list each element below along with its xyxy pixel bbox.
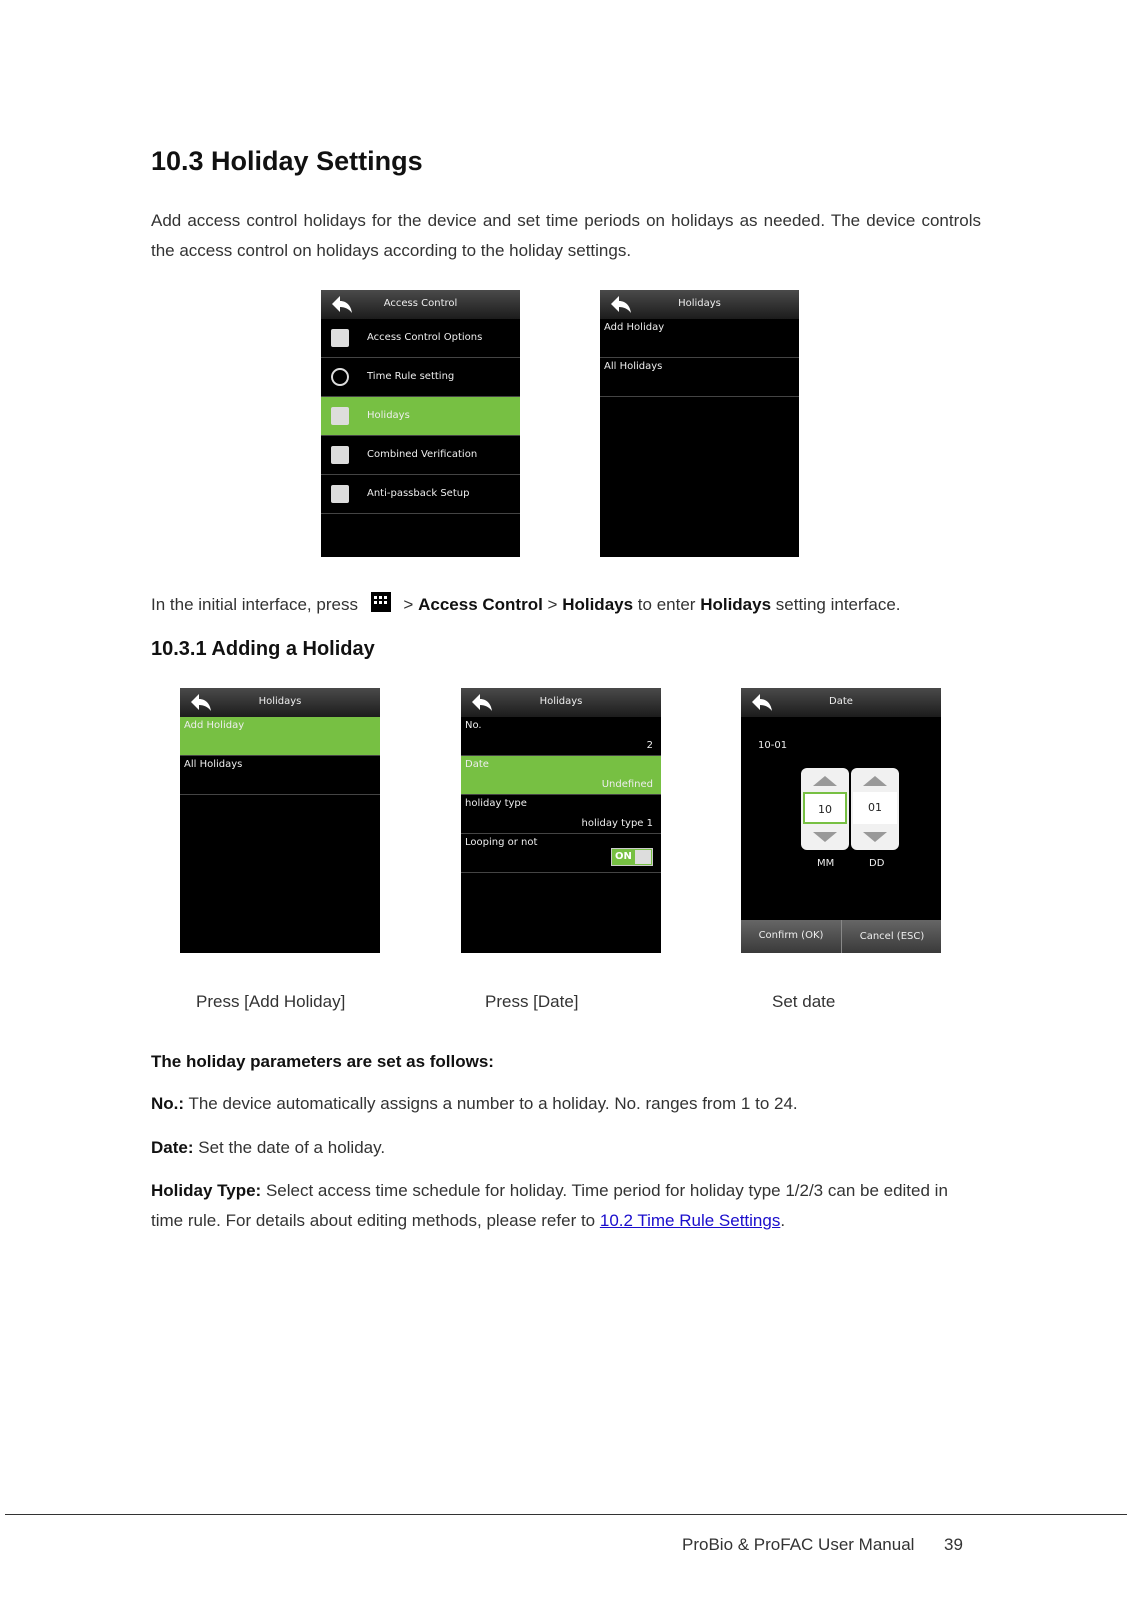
param-term: Holiday Type: [151,1181,262,1200]
holidays-screen [600,290,799,557]
item-label: Add Holiday [184,720,245,731]
holiday-edit-screen [461,688,661,953]
screen-titlebar [321,290,520,319]
item-label: All Holidays [604,361,663,372]
no-field [461,717,661,756]
date-field[interactable] [461,756,661,795]
access-control-term: Access Control [418,595,543,614]
field-label: holiday type [465,798,527,809]
day-picker[interactable] [851,768,899,850]
field-label: Date [465,759,489,770]
day-label: DD [869,858,885,869]
field-value: 2 [646,740,653,751]
cancel-button[interactable]: Cancel (ESC) [841,920,941,953]
all-holidays-item[interactable] [180,756,380,795]
add-holiday-item[interactable] [180,717,380,756]
item-label: All Holidays [184,759,243,770]
screen-title: Holidays [258,696,302,707]
param-text: Set the date of a holiday. [198,1138,386,1157]
day-down-icon[interactable] [863,832,887,842]
field-label: Looping or not [465,837,538,848]
holiday-type-field[interactable] [461,795,661,834]
instruction-line [151,592,901,617]
separator: > [403,595,414,614]
month-value: 10 [803,792,847,824]
screen-title: Date [829,696,853,707]
screen-titlebar [741,688,941,717]
menu-item-label: Anti-passback Setup [367,488,470,499]
param-text: Select access time schedule for holiday. Time period for holiday type 1/2/3 can be edited in time rule. For details about editing methods, please refer to [151,1181,948,1230]
screen-titlebar [180,688,380,717]
anti-passback-icon [331,485,349,503]
current-date: 10-01 [758,740,788,751]
menu-item-access-control-options[interactable] [321,319,520,358]
menu-item-holidays[interactable] [321,397,520,436]
month-down-icon[interactable] [813,832,837,842]
page-number: 39 [944,1535,963,1554]
field-value: holiday type 1 [581,818,653,829]
holidays-add-screen [180,688,380,953]
param-text: The device automatically assigns a number to a holiday. No. ranges from 1 to 24. [188,1094,798,1113]
options-icon [331,329,349,347]
menu-grid-icon [371,592,391,612]
caption-set-date: Set date [772,992,836,1011]
access-control-screen [321,290,520,557]
instruction-text: In the initial interface, press [151,595,358,614]
screen-title: Holidays [678,298,721,309]
menu-item-time-rule[interactable] [321,358,520,397]
instruction-text: to enter [637,595,696,614]
instruction-text: setting interface. [775,595,901,614]
footer-divider [5,1514,1127,1515]
menu-item-label: Combined Verification [367,449,478,460]
time-rule-settings-link[interactable]: 10.2 Time Rule Settings [599,1211,781,1230]
footer-manual-title: ProBio & ProFAC User Manual [682,1535,915,1554]
param-term: Date: [151,1138,194,1157]
date-screen [741,688,941,953]
add-holiday-item[interactable] [600,319,799,358]
screen-titlebar [600,290,799,319]
month-picker[interactable] [801,768,849,850]
param-holiday-type [151,1176,981,1236]
menu-item-label: Time Rule setting [367,371,455,382]
screen-title: Holidays [539,696,583,707]
confirm-button[interactable]: Confirm (OK) [758,930,824,941]
item-label: Add Holiday [604,322,665,333]
period: . [780,1211,786,1230]
day-up-icon[interactable] [863,776,887,786]
menu-item-combined-verification[interactable] [321,436,520,475]
looping-toggle[interactable] [611,848,653,866]
caption-add-holiday: Press [Add Holiday] [196,992,346,1011]
month-up-icon[interactable] [813,776,837,786]
field-value: Undefined [601,779,653,790]
button-bar [741,920,941,953]
calendar-icon [331,407,349,425]
params-title: The holiday parameters are set as follows: [151,1052,494,1071]
param-no [151,1089,981,1119]
clock-icon [331,368,349,386]
section-heading: 10.3 Holiday Settings [151,146,423,176]
field-label: No. [465,720,482,731]
looping-field [461,834,661,873]
holidays-interface-term: Holidays [700,595,772,614]
menu-item-label: Holidays [367,410,410,421]
menu-item-label: Access Control Options [367,332,483,343]
screen-titlebar [461,688,661,717]
intro-paragraph: Add access control holidays for the device and set time periods on holidays as needed. The device controls the access control on holidays according to the holiday settings. [151,211,981,260]
day-value: 01 [853,792,897,824]
param-date [151,1133,981,1163]
subsection-heading: 10.3.1 Adding a Holiday [151,638,375,660]
toggle-label: ON [615,851,632,862]
caption-date: Press [Date] [485,992,579,1011]
month-label: MM [817,858,835,869]
screen-title: Access Control [383,298,458,309]
all-holidays-item[interactable] [600,358,799,397]
holidays-term: Holidays [562,595,634,614]
separator: > [547,595,558,614]
menu-item-anti-passback[interactable] [321,475,520,514]
param-term: No.: [151,1094,185,1113]
lock-icon [331,446,349,464]
